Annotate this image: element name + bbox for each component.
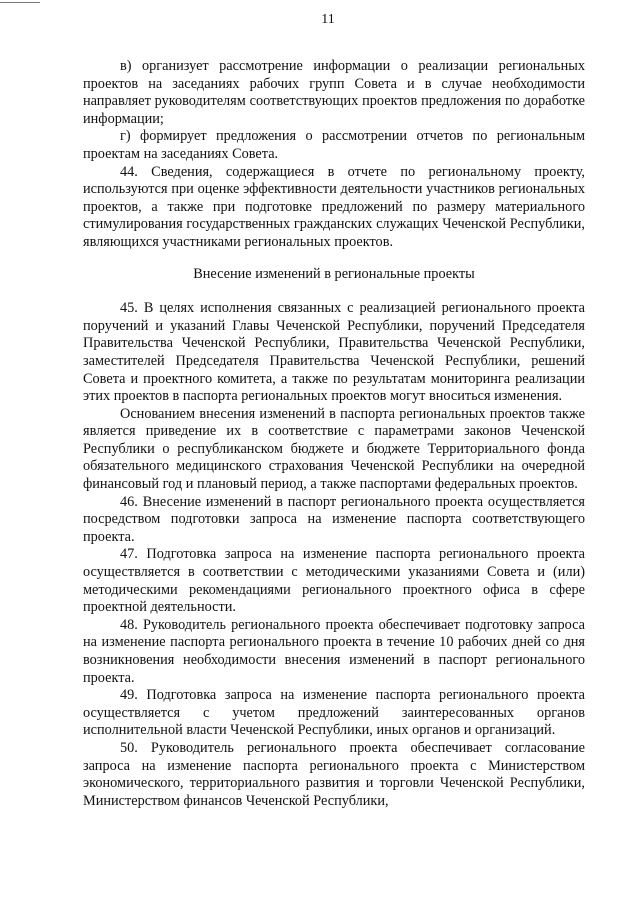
paragraph-45: 45. В целях исполнения связанных с реализацией регионального проекта поручений и указаний Главы Чеченской Республики, поручений Председателя Правительства Чеченской Республики, Правительства Чеченской Республики, заместителей Председателя Правительства Чеченской Республики, решений Совета и проектного комитета, а также по результатам мониторинга реализации этих проектов в паспорта региональных проектов могут вноситься изменения. (83, 300, 585, 405)
document-body (83, 58, 585, 810)
paragraph-49: 49. Подготовка запроса на изменение паспорта регионального проекта осуществляется с учетом предложений заинтересованных органов исполнительной власти Чеченской Республики, иных органов и организаций. (83, 687, 585, 739)
paragraph-50: 50. Руководитель регионального проекта обеспечивает согласование запроса на изменение паспорта регионального проекта с Министерством экономического, территориального развития и торговли Чеченской Республики, Министерством финансов Чеченской Республики, (83, 739, 585, 809)
paragraph-47: 47. Подготовка запроса на изменение паспорта регионального проекта осуществляется в соответствии с методическими указаниями Совета и (или) методическими рекомендациями регионального проектного офиса в сфере проектной деятельности. (83, 546, 585, 616)
paragraph-g: г) формирует предложения о рассмотрении отчетов по региональным проектам на заседаниях Совета. (83, 128, 585, 162)
scan-corner-mark (0, 2, 40, 3)
paragraph-46: 46. Внесение изменений в паспорт регионального проекта осуществляется посредством подготовки запроса на изменение паспорта соответствующего проекта. (83, 493, 585, 545)
section-heading: Внесение изменений в региональные проекты (193, 265, 475, 282)
paragraph-45-basis: Основанием внесения изменений в паспорта региональных проектов также является приведение их в соответствие с параметрами законов Чеченской Республики о республиканском бюджете и бюджете Территориального фонда обязательного медицинского страхования Чеченской Республики на очередной финансовый год и плановый период, а также паспортами федеральных проектов. (83, 405, 585, 493)
paragraph-v: в) организует рассмотрение информации о реализации региональных проектов на заседаниях рабочих групп Совета и в случае необходимости направляет руководителям соответствующих проектов предложения по доработке информации; (83, 58, 585, 127)
paragraph-44: 44. Сведения, содержащиеся в отчете по региональному проекту, используются при оценке эффективности деятельности участников региональных проектов, а также при подготовке предложений по размеру материального стимулирования государственных гражданских служащих Чеченской Республики, являющихся участниками региональных проектов. (83, 163, 585, 250)
paragraph-48: 48. Руководитель регионального проекта обеспечивает подготовку запроса на изменение паспорта регионального проекта в течение 10 рабочих дней со дня возникновения необходимости внесения изменений в паспорт регионального проекта. (83, 616, 585, 686)
page-number: 11 (321, 12, 335, 27)
